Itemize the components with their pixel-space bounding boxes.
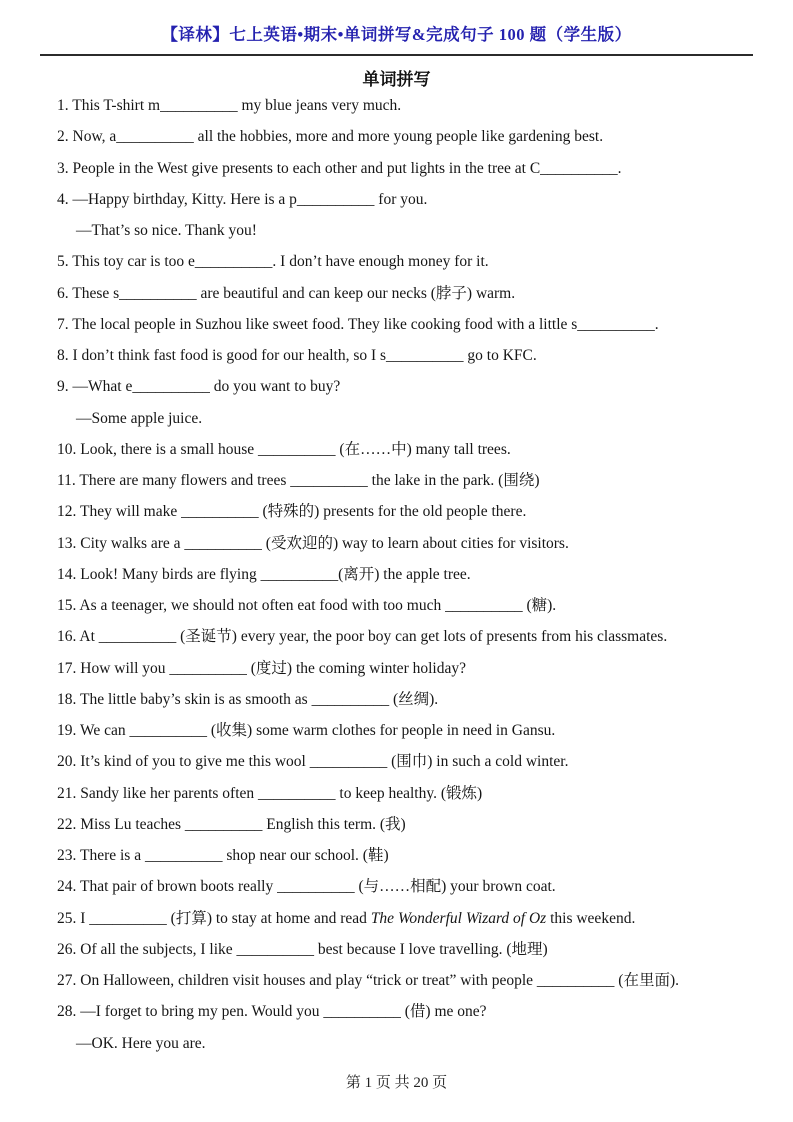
question-text: —That’s so nice. Thank you! xyxy=(76,222,257,239)
question-line xyxy=(57,965,763,996)
question-text: 20. It’s kind of you to give me this wool __________ (围巾) in such a cold winter. xyxy=(57,753,569,771)
question-line xyxy=(57,371,763,402)
question-text: 27. On Halloween, children visit houses and play “trick or treat” with people __________ (在里面). xyxy=(57,972,680,989)
question-text: 12. They will make __________ (特殊的) presents for the old people there. xyxy=(57,503,527,521)
question-text: 19. We can __________ (收集) some warm clothes for people in need in Gansu. xyxy=(57,722,556,739)
question-line xyxy=(57,684,763,715)
question-line xyxy=(57,871,763,902)
question-text: 6. These s__________ are beautiful and can keep our necks (脖子) warm. xyxy=(57,284,516,302)
dialogue-line xyxy=(57,215,763,246)
section-title: 单词拼写 xyxy=(362,70,431,89)
question-line xyxy=(57,590,763,621)
question-text: 15. As a teenager, we should not often eat food with too much __________ (糖). xyxy=(57,597,557,614)
question-line xyxy=(57,309,763,340)
question-text: 24. That pair of brown boots really __________ (与……相配) your brown coat. xyxy=(57,878,556,896)
question-line xyxy=(57,528,763,559)
dialogue-line xyxy=(57,403,763,434)
page-number-footer: 第 1 页 共 20 页 xyxy=(345,1075,448,1091)
question-text: 17. How will you __________ (度过) the coming winter holiday? xyxy=(57,659,466,677)
question-text: —Some apple juice. xyxy=(76,409,203,427)
question-line xyxy=(57,746,763,777)
question-list xyxy=(57,90,763,1059)
question-text: 26. Of all the subjects, I like __________ best because I love travelling. (地理) xyxy=(57,940,548,958)
question-line xyxy=(57,278,763,309)
question-line xyxy=(57,934,763,965)
question-text: —OK. Here you are. xyxy=(76,1034,206,1052)
question-text: 7. The local people in Suzhou like sweet food. They like cooking food with a little s__________. xyxy=(57,315,659,333)
question-text: 11. There are many flowers and trees __________ the lake in the park. (围绕) xyxy=(57,472,540,489)
question-text: 3. People in the West give presents to each other and put lights in the tree at C__________. xyxy=(57,159,622,177)
question-text: 21. Sandy like her parents often __________ to keep healthy. (锻炼) xyxy=(57,784,483,802)
question-line xyxy=(57,121,763,152)
question-text: 2. Now, a__________ all the hobbies, more and more young people like gardening best. xyxy=(57,128,604,146)
question-line xyxy=(57,621,763,652)
question-line xyxy=(57,559,763,590)
question-line xyxy=(57,809,763,840)
question-line xyxy=(57,153,763,184)
question-line xyxy=(57,653,763,684)
question-text: 5. This toy car is too e__________. I don’t have enough money for it. xyxy=(57,253,489,271)
question-line xyxy=(57,840,763,871)
question-text: 22. Miss Lu teaches __________ English this term. (我) xyxy=(57,815,406,833)
question-text: this weekend. xyxy=(546,909,636,927)
question-text: 16. At __________ (圣诞节) every year, the poor boy can get lots of presents from his classmates. xyxy=(57,628,668,646)
question-line xyxy=(57,340,763,371)
dialogue-line xyxy=(57,1028,763,1059)
question-line xyxy=(57,496,763,527)
question-text: 28. —I forget to bring my pen. Would you __________ (借) me one? xyxy=(57,1003,487,1021)
question-text: 4. —Happy birthday, Kitty. Here is a p__________ for you. xyxy=(57,190,428,208)
question-line xyxy=(57,246,763,277)
question-text: 8. I don’t think fast food is good for our health, so I s__________ go to KFC. xyxy=(57,347,537,364)
question-line xyxy=(57,778,763,809)
question-line xyxy=(57,90,763,121)
question-text: 18. The little baby’s skin is as smooth as __________ (丝绸). xyxy=(57,690,439,708)
question-text: 23. There is a __________ shop near our school. (鞋) xyxy=(57,847,389,864)
question-text: 10. Look, there is a small house __________ (在……中) many tall trees. xyxy=(57,440,511,458)
question-line xyxy=(57,903,763,934)
question-text: 25. I __________ (打算) to stay at home and read xyxy=(57,909,371,927)
question-text: 1. This T-shirt m__________ my blue jeans very much. xyxy=(57,97,402,114)
header-divider xyxy=(40,54,753,56)
question-line xyxy=(57,434,763,465)
question-line xyxy=(57,465,763,496)
document-header-title: 【译林】七上英语•期末•单词拼写&完成句子 100 题（学生版） xyxy=(161,25,632,44)
book-title-italic: The Wonderful Wizard of Oz xyxy=(370,909,547,927)
question-line xyxy=(57,184,763,215)
question-text: 13. City walks are a __________ (受欢迎的) way to learn about cities for visitors. xyxy=(57,534,569,552)
question-line xyxy=(57,715,763,746)
question-text: 14. Look! Many birds are flying __________(离开) the apple tree. xyxy=(57,565,471,583)
question-line xyxy=(57,996,763,1027)
question-text: 9. —What e__________ do you want to buy? xyxy=(57,378,341,396)
